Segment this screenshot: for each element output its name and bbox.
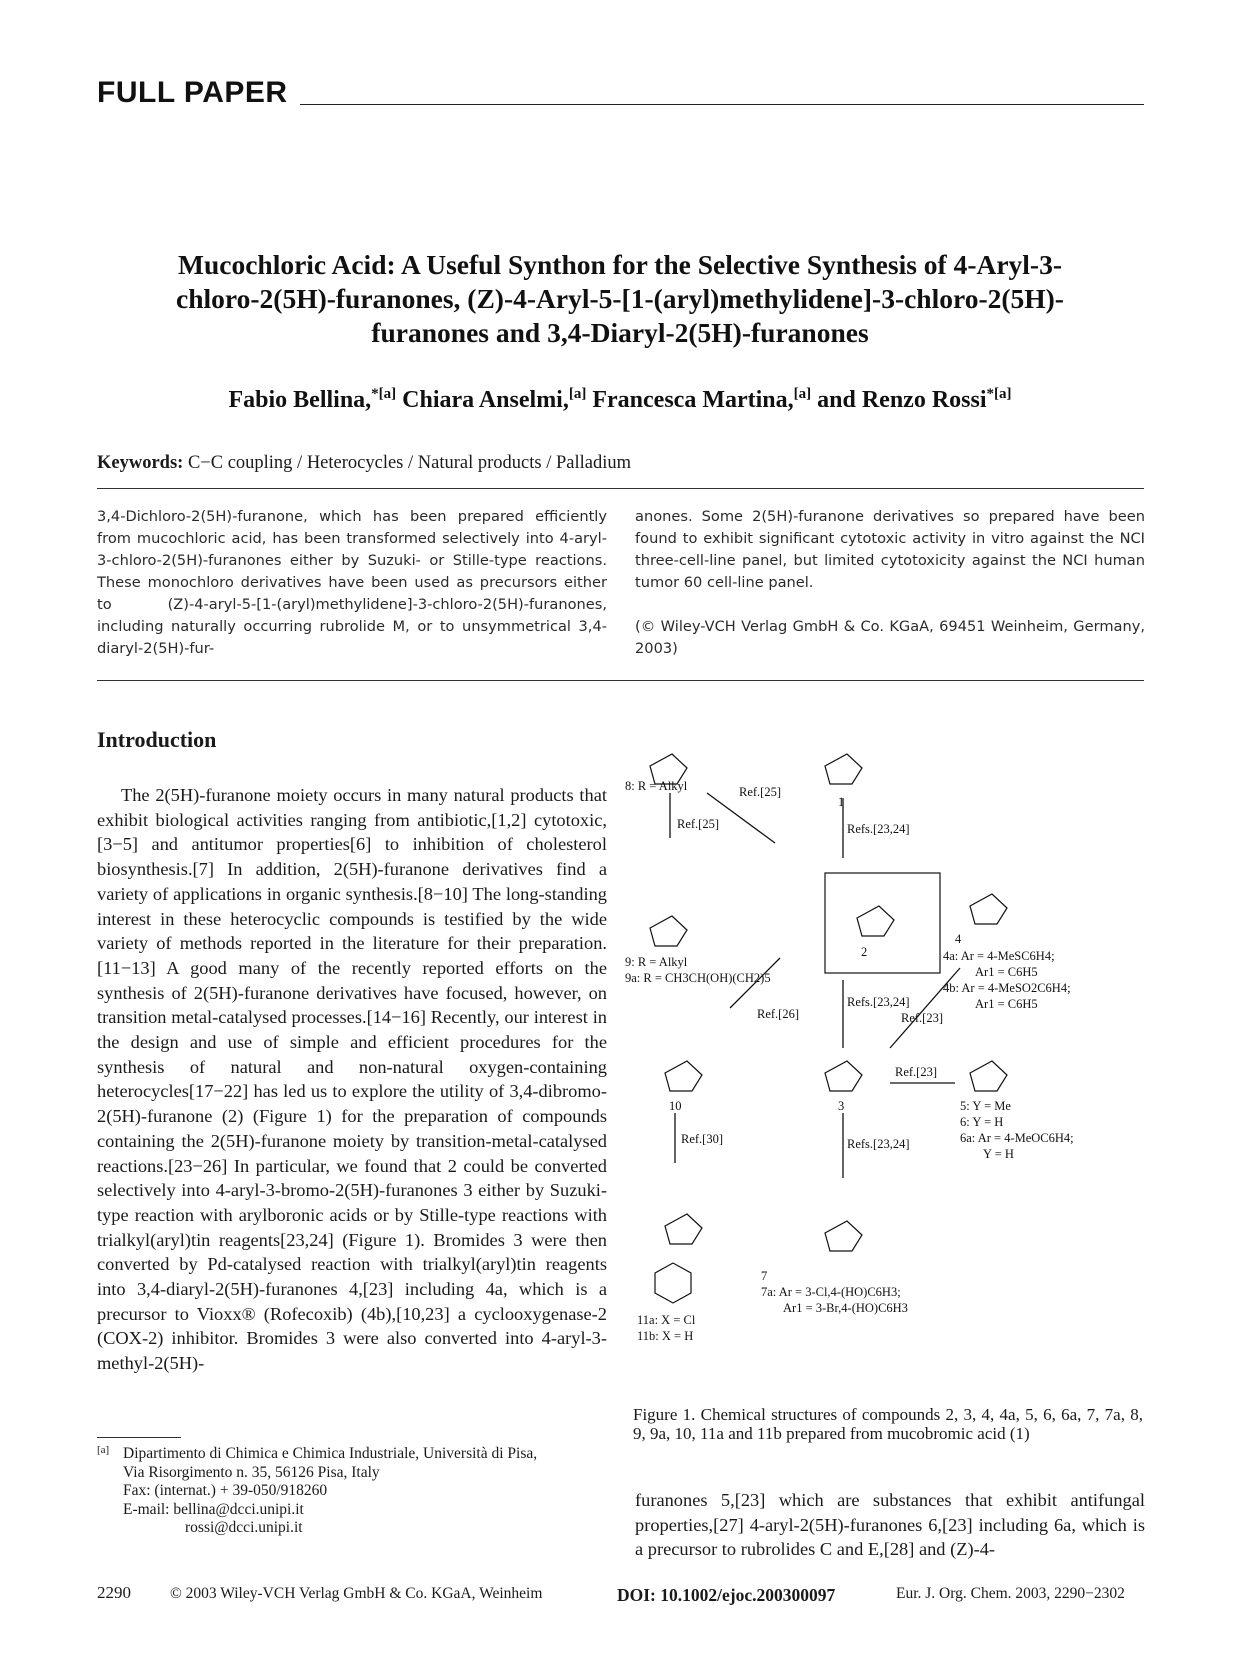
footer-doi: DOI: 10.1002/ejoc.200300097 (617, 1585, 836, 1605)
compound-label: 7a: Ar = 3-Cl,4-(HO)C6H3; (761, 1285, 901, 1299)
abstract-text: anones. Some 2(5H)-furanone derivatives so prepared have been found to exhibit significant cytotoxic activity in vitro against the NCI three-cell-line panel, but limited cytotoxicity against the NCI human tumor 60 cell-line panel. (635, 508, 1145, 591)
reaction-arrows (670, 793, 960, 1178)
abstract-text: 3,4-Dichloro-2(5H)-furanone, which has been prepared efficiently from mucochloric acid, has been transformed selectively into 4-aryl-3-chloro-2(5H)-furanones either by Suzuki- or Stille-type reactions. These monochloro derivatives have been used as precursors either to (Z)-4-aryl-5-[1-(aryl)methylidene]-3-chloro-2(5H)-furanones, including naturally occurring rubrolide M, or to unsymmetrical 3,4-diaryl-2(5H)-fur- (97, 508, 607, 657)
footnote-line: rossi@dcci.unipi.it (185, 1519, 303, 1536)
compound-label: Ar1 = 3-Br,4-(HO)C6H3 (783, 1301, 908, 1315)
body-continuation (635, 1488, 1145, 1562)
footnote-mark: [a] (97, 1444, 110, 1456)
figure-1-scheme (625, 718, 1145, 1368)
section-heading-introduction: Introduction (97, 727, 217, 752)
reference-label: Ref.[23] (901, 1011, 943, 1025)
compound-label: 10 (669, 1099, 682, 1113)
figure-labels (625, 779, 1074, 1343)
author-affiliation-mark: [a] (568, 386, 587, 402)
body-paragraph: furanones 5,[23] which are substances that exhibit antifungal properties,[27] 4-aryl-2(5H)-furanones 6,[23] including 6a, which is a precursor to rubrolides C and E,[28] and (Z)-4- (635, 1490, 1145, 1560)
footnote-rule (97, 1437, 181, 1438)
affiliation-footnote (97, 1445, 607, 1538)
footnote-line: E-mail: bellina@dcci.unipi.it (123, 1500, 304, 1518)
compound-label: 4a: Ar = 4-MeSC6H4; (943, 949, 1055, 963)
figure-caption: Figure 1. Chemical structures of compounds 2, 3, 4, 4a, 5, 6, 6a, 7, 7a, 8, 9, 9a, 10, 11a and 11b prepared from mucobromic acid (1) (633, 1405, 1143, 1443)
reference-label: Ref.[25] (677, 817, 719, 831)
compound-label: 11b: X = H (637, 1329, 694, 1343)
compound-label: Ar1 = C6H5 (975, 965, 1038, 979)
header-rule (300, 104, 1144, 105)
reference-label: Ref.[30] (681, 1132, 723, 1146)
introduction-body (97, 783, 607, 1376)
structure-lines (650, 754, 1007, 1303)
reference-label: Refs.[23,24] (847, 995, 910, 1009)
compound-label: 8: R = Alkyl (625, 779, 688, 793)
abstract-divider (97, 680, 1144, 681)
reference-label: Ref.[23] (895, 1065, 937, 1079)
reference-label: Ref.[25] (739, 785, 781, 799)
compound-label: 2 (861, 945, 868, 959)
compound-label: 9: R = Alkyl (625, 955, 688, 969)
footer-journal: Eur. J. Org. Chem. 2003, 2290−2302 (896, 1585, 1125, 1602)
keywords (97, 453, 631, 474)
compound-label: 4 (955, 932, 962, 946)
compound-label: 6a: Ar = 4-MeOC6H4; (960, 1131, 1074, 1145)
reference-label: Refs.[23,24] (847, 822, 910, 836)
author-name: Chiara Anselmi, (402, 387, 569, 413)
author-affiliation-mark: [a] (793, 386, 812, 402)
body-paragraph: The 2(5H)-furanone moiety occurs in many natural products that exhibit biological activities ranging from antibiotic,[1,2] cytotoxic,[3−5] and antitumor properties[6] to inhibition of cholesterol biosynthesis.[7] In addition, 2(5H)-furanone derivatives find a variety of applications in organic synthesis.[8−10] The long-standing interest in these heterocyclic compounds is testified by the wide variety of methods reported in the literature for their preparation.[11−13] A good many of the recently reported efforts on the synthesis of 2(5H)-furanone derivatives have focused, however, on transition metal-catalysed processes.[14−16] Recently, our interest in the design and use of simple and efficient procedures for the synthesis of natural and non-natural oxygen-containing heterocycles[17−22] has led us to explore the utility of 3,4-dibromo-2(5H)-furanone (2) (Figure 1) for the preparation of compounds containing the 2(5H)-furanone moiety by transition-metal-catalysed reactions.[23−26] In particular, we found that 2 could be converted selectively into 4-aryl-3-bromo-2(5H)-furanones 3 either by Suzuki-type reaction with arylboronic acids or by Stille-type reactions with trialkyl(aryl)tin reagents[23,24] (Figure 1). Bromides 3 were then converted by Pd-catalysed reaction with trialkyl(aryl)tin reagents into 3,4-diaryl-2(5H)-furanones 4,[23] including 4a, which is a precursor to Vioxx® (Rofecoxib) (4b),[10,23] a cyclooxygenase-2 (COX-2) inhibitor. Bromides 3 were also converted into 4-aryl-3-methyl-2(5H)- (97, 785, 607, 1374)
page-number: 2290 (97, 1583, 131, 1602)
author-list (100, 386, 1140, 414)
compound-label: Ar1 = C6H5 (975, 997, 1038, 1011)
compound-label: 4b: Ar = 4-MeSO2C6H4; (943, 981, 1071, 995)
keywords-divider (97, 488, 1144, 489)
compound-label: 9a: R = CH3CH(OH)(CH2)5 (625, 971, 771, 985)
keywords-label: Keywords: (97, 453, 184, 473)
compound-label: Y = H (983, 1147, 1014, 1161)
author-affiliation-mark: *[a] (371, 386, 397, 402)
reaction-scheme (625, 718, 1145, 1368)
author-name: Francesca Martina, (592, 387, 794, 413)
compound-label: 7 (761, 1269, 768, 1283)
reference-label: Refs.[23,24] (847, 1137, 910, 1151)
compound-label: 11a: X = Cl (637, 1313, 696, 1327)
author-name: Fabio Bellina, (228, 387, 372, 413)
author-affiliation-mark: *[a] (986, 386, 1012, 402)
footnote-line: Fax: (internat.) + 39-050/918260 (123, 1482, 328, 1499)
compound-label: 5: Y = Me (960, 1099, 1011, 1113)
footnote-line: Dipartimento di Chimica e Chimica Industriale, Università di Pisa, (123, 1445, 538, 1462)
compound-label: 1 (838, 795, 845, 809)
compound-label: 3 (838, 1099, 845, 1113)
abstract-column-1 (97, 506, 607, 660)
footer-copyright: © 2003 Wiley-VCH Verlag GmbH & Co. KGaA, Weinheim (170, 1585, 543, 1602)
section-label: FULL PAPER (97, 76, 288, 109)
abstract-copyright: (© Wiley-VCH Verlag GmbH & Co. KGaA, 69451 Weinheim, Germany, 2003) (635, 618, 1145, 657)
abstract-column-2 (635, 506, 1145, 660)
title-line-2: chloro-2(5H)-furanones, (Z)-4-Aryl-5-[1-(aryl)methylidene]-3-chloro-2(5H)- (176, 283, 1064, 314)
footnote-line: Via Risorgimento n. 35, 56126 Pisa, Italy (123, 1463, 380, 1481)
keywords-text: C−C coupling / Heterocycles / Natural products / Palladium (187, 453, 631, 473)
paper-title (110, 248, 1130, 350)
author-name: and Renzo Rossi (817, 387, 987, 413)
title-line-1: Mucochloric Acid: A Useful Synthon for the Selective Synthesis of 4-Aryl-3- (177, 249, 1062, 280)
title-line-3: furanones and 3,4-Diaryl-2(5H)-furanones (371, 317, 869, 348)
compound-label: 6: Y = H (960, 1115, 1004, 1129)
reference-label: Ref.[26] (757, 1007, 799, 1021)
